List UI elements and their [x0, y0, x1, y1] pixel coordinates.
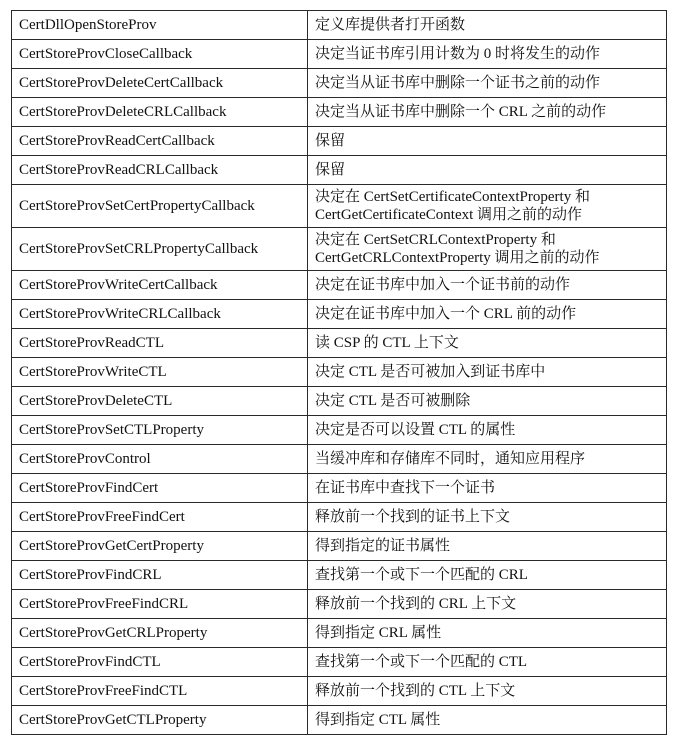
function-name-cell: CertStoreProvControl [12, 445, 308, 474]
description-line: 决定在 CertSetCertificateContextProperty 和 [315, 189, 590, 205]
function-description-cell [308, 11, 667, 40]
function-description-cell [308, 445, 667, 474]
function-name-cell: CertDllOpenStoreProv [12, 11, 308, 40]
function-description-cell [308, 271, 667, 300]
description-line: 决定是否可以设置 CTL 的属性 [315, 422, 516, 438]
function-name-cell: CertStoreProvCloseCallback [12, 40, 308, 69]
function-description-cell [308, 185, 667, 228]
description-line: 保留 [315, 133, 346, 149]
description-line: 释放前一个找到的 CTL 上下文 [315, 683, 516, 699]
function-name-cell: CertStoreProvFreeFindCert [12, 503, 308, 532]
description-line: 决定在证书库中加入一个证书前的动作 [315, 277, 571, 293]
function-name-cell: CertStoreProvFreeFindCTL [12, 677, 308, 706]
table-row [12, 416, 667, 445]
table-row [12, 445, 667, 474]
function-name-cell: CertStoreProvGetCertProperty [12, 532, 308, 561]
function-description-cell [308, 706, 667, 735]
function-name-cell: CertStoreProvDeleteCTL [12, 387, 308, 416]
function-name-cell: CertStoreProvSetCTLProperty [12, 416, 308, 445]
description-line: 读 CSP 的 CTL 上下文 [315, 335, 459, 351]
table-row [12, 127, 667, 156]
function-description-cell [308, 98, 667, 127]
description-line: 决定在 CertSetCRLContextProperty 和 [315, 232, 556, 248]
function-description-cell [308, 127, 667, 156]
function-name-cell: CertStoreProvReadCertCallback [12, 127, 308, 156]
function-name-cell: CertStoreProvFreeFindCRL [12, 590, 308, 619]
description-line: 释放前一个找到的 CRL 上下文 [315, 596, 517, 612]
function-name-cell: CertStoreProvGetCTLProperty [12, 706, 308, 735]
table-row [12, 532, 667, 561]
table-row [12, 590, 667, 619]
function-name-cell: CertStoreProvFindCTL [12, 648, 308, 677]
function-description-cell [308, 329, 667, 358]
description-line: 当缓冲库和存储库不同时，通知应用程序 [315, 451, 586, 467]
table-row [12, 503, 667, 532]
table-row [12, 387, 667, 416]
function-description-cell [308, 358, 667, 387]
table-row [12, 561, 667, 590]
table-row [12, 271, 667, 300]
function-name-cell: CertStoreProvFindCert [12, 474, 308, 503]
table-row [12, 619, 667, 648]
function-description-cell [308, 300, 667, 329]
table-row [12, 474, 667, 503]
function-description-cell [308, 228, 667, 271]
function-description-cell [308, 156, 667, 185]
function-description-cell [308, 590, 667, 619]
description-line: 决定当证书库引用计数为 0 时将发生的动作 [315, 46, 601, 62]
description-line: 查找第一个或下一个匹配的 CRL [315, 567, 528, 583]
description-line: 在证书库中查找下一个证书 [315, 480, 496, 496]
table-row [12, 228, 667, 271]
function-description-cell [308, 561, 667, 590]
function-name-cell: CertStoreProvWriteCTL [12, 358, 308, 387]
function-name-cell: CertStoreProvReadCRLCallback [12, 156, 308, 185]
description-line: 定义库提供者打开函数 [315, 17, 466, 33]
description-line: 保留 [315, 162, 346, 178]
function-name-cell: CertStoreProvDeleteCRLCallback [12, 98, 308, 127]
function-description-cell [308, 532, 667, 561]
function-description-cell [308, 416, 667, 445]
table-row [12, 677, 667, 706]
function-name-cell: CertStoreProvSetCRLPropertyCallback [12, 228, 308, 271]
function-name-cell: CertStoreProvGetCRLProperty [12, 619, 308, 648]
function-name-cell: CertStoreProvWriteCRLCallback [12, 300, 308, 329]
description-line: 决定 CTL 是否可被加入到证书库中 [315, 364, 546, 380]
table-row [12, 98, 667, 127]
table-body [12, 11, 667, 735]
function-description-cell [308, 474, 667, 503]
description-line: CertGetCRLContextProperty 调用之前的动作 [315, 250, 600, 266]
description-line: 决定当从证书库中删除一个 CRL 之前的动作 [315, 104, 607, 120]
function-name-cell: CertStoreProvSetCertPropertyCallback [12, 185, 308, 228]
table-row [12, 156, 667, 185]
function-description-cell [308, 40, 667, 69]
table-row [12, 11, 667, 40]
table-row [12, 706, 667, 735]
function-name-cell: CertStoreProvFindCRL [12, 561, 308, 590]
description-line: 查找第一个或下一个匹配的 CTL [315, 654, 528, 670]
function-description-cell [308, 69, 667, 98]
function-description-cell [308, 387, 667, 416]
function-description-cell [308, 619, 667, 648]
table-row [12, 329, 667, 358]
description-line: 决定在证书库中加入一个 CRL 前的动作 [315, 306, 577, 322]
description-line: 决定 CTL 是否可被删除 [315, 393, 471, 409]
description-line: 得到指定 CRL 属性 [315, 625, 442, 641]
function-description-cell [308, 503, 667, 532]
document-page [11, 10, 667, 735]
table-row [12, 300, 667, 329]
description-line: 决定当从证书库中删除一个证书之前的动作 [315, 75, 601, 91]
table-row [12, 648, 667, 677]
function-name-cell: CertStoreProvWriteCertCallback [12, 271, 308, 300]
description-line: 得到指定的证书属性 [315, 538, 451, 554]
table-row [12, 185, 667, 228]
table-row [12, 40, 667, 69]
function-name-cell: CertStoreProvDeleteCertCallback [12, 69, 308, 98]
function-description-cell [308, 648, 667, 677]
table-row [12, 69, 667, 98]
function-name-cell: CertStoreProvReadCTL [12, 329, 308, 358]
function-description-cell [308, 677, 667, 706]
description-line: CertGetCertificateContext 调用之前的动作 [315, 207, 583, 223]
callback-function-table [11, 10, 667, 735]
table-row [12, 358, 667, 387]
description-line: 得到指定 CTL 属性 [315, 712, 441, 728]
description-line: 释放前一个找到的证书上下文 [315, 509, 511, 525]
